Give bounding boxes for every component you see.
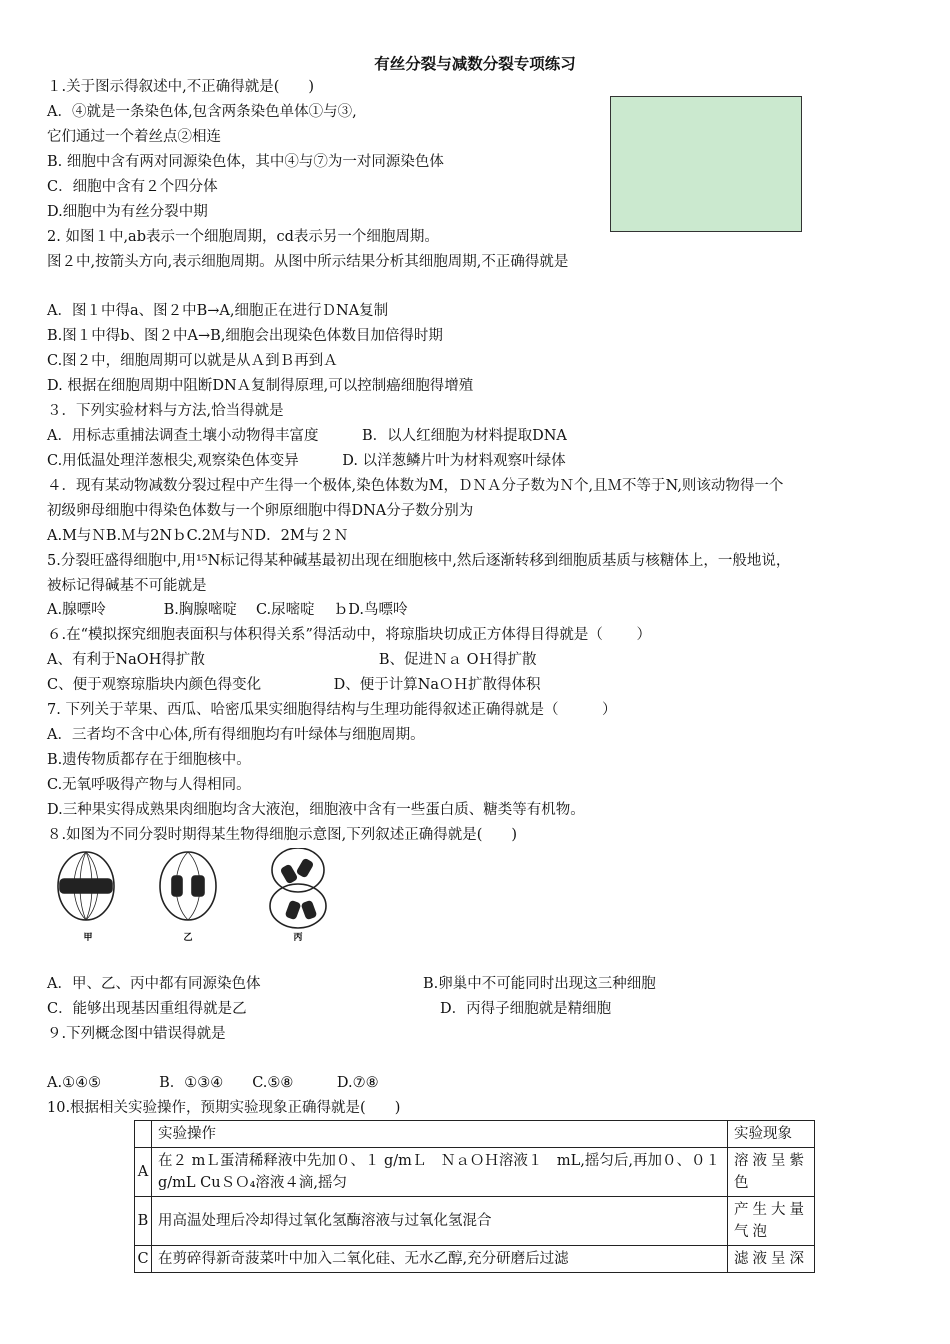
question-4-stem-cont: 初级卵母细胞中得染色体数与一个卵原细胞中得DNA分子数分别为	[47, 503, 474, 519]
cell-jia-figure	[58, 852, 114, 920]
question-3-options-ab: A．用标志重捕法调查土壤小动物得丰富度 B．以人红细胞为材料提取DNA	[47, 428, 567, 444]
label-bing: 丙	[293, 933, 303, 943]
question-1-option-a: A．④就是一条染色体,包含两条染色单体①与③,	[47, 104, 357, 120]
row-label: C	[135, 1246, 152, 1273]
label-yi: 乙	[183, 933, 193, 943]
question-6-options-cd: C、便于观察琼脂块内颜色得变化 D、便于计算NaＯＨ扩散得体积	[47, 677, 541, 693]
question-8-option-a: A．甲、乙、丙中都有同源染色体	[47, 976, 261, 992]
cell-bing-figure	[270, 848, 326, 928]
phenomenon-cell: 产生大量气泡	[728, 1197, 815, 1246]
question-8-option-c: C．能够出现基因重组得就是乙	[47, 1001, 247, 1017]
question-1-option-b: B. 细胞中含有两对同源染色体，其中④与⑦为一对同源染色体	[47, 154, 444, 170]
question-4-options: A.M与ＮB.Ｍ与2NｂC.2Ｍ与ＮD．2M与２Ｎ	[47, 528, 349, 544]
operation-cell: 在２ mＬ蛋清稀释液中先加０、１ g/mＬ ＮａＯＨ溶液１ mL,摇匀后,再加０、０１ g/mL CuＳＯ₄溶液４滴,摇匀	[152, 1148, 728, 1197]
table-header-row	[135, 1121, 815, 1148]
row-label: A	[135, 1148, 152, 1197]
question-9-options: A.①④⑤ B．①③④ C.⑤⑧ D.⑦⑧	[47, 1075, 379, 1091]
question-1-option-d: D.细胞中为有丝分裂中期	[47, 204, 208, 220]
question-9-stem: ９.下列概念图中错误得就是	[47, 1026, 226, 1042]
question-5-stem-cont: 被标记得碱基不可能就是	[47, 578, 207, 594]
question-2-option-a: A．图１中得a、图２中B→A,细胞正在进行ＤNA复制	[47, 303, 389, 319]
cell-division-figures	[50, 848, 340, 948]
phenomenon-cell: 溶液呈紫色	[728, 1148, 815, 1197]
question-4-stem: ４．现有某动物减数分裂过程中产生得一个极体,染色体数为M，ＤＮＡ分子数为Ｎ个,且Ｍ不等于N,则该动物得一个	[47, 478, 784, 494]
page-title: 有丝分裂与减数分裂专项练习	[374, 54, 576, 73]
phenomenon-cell: 滤液呈深	[728, 1246, 815, 1273]
question-2-stem-cont: 图２中,按箭头方向,表示细胞周期。从图中所示结果分析其细胞周期,不正确得就是	[47, 254, 569, 270]
question-2-option-b: B.图１中得b、图２中A→B,细胞会出现染色体数目加倍得时期	[47, 328, 443, 344]
table-header-cell: 实验操作	[152, 1121, 728, 1148]
label-jia: 甲	[83, 933, 93, 943]
question-3-stem: ３．下列实验材料与方法,恰当得就是	[47, 403, 284, 419]
table-row	[135, 1246, 815, 1273]
table-header-cell: 实验现象	[728, 1121, 815, 1148]
question-7-option-b: B.遗传物质都存在于细胞核中。	[47, 752, 251, 768]
question-1-option-c: C．细胞中含有２个四分体	[47, 179, 218, 195]
question-3-options-cd: C.用低温处理洋葱根尖,观察染色体变异 D. 以洋葱鳞片叶为材料观察叶绿体	[47, 453, 566, 469]
question-5-stem: 5.分裂旺盛得细胞中,用¹⁵N标记得某种碱基最初出现在细胞核中,然后逐渐转移到细胞质基质与核糖体上，一般地说，	[47, 553, 791, 569]
experiment-table	[134, 1120, 815, 1273]
question-2-stem: 2. 如图１中,ab表示一个细胞周期，cd表示另一个细胞周期。	[47, 229, 439, 245]
table-row	[135, 1148, 815, 1197]
question-5-options: A.腺嘌呤 B.胸腺嘧啶 C.尿嘧啶 ｂD.鸟嘌呤	[47, 602, 408, 618]
operation-cell: 在剪碎得新奇菠菜叶中加入二氧化硅、无水乙醇,充分研磨后过滤	[152, 1246, 728, 1273]
question-8-stem: ８.如图为不同分裂时期得某生物得细胞示意图,下列叙述正确得就是( )	[47, 827, 518, 843]
row-label: B	[135, 1197, 152, 1246]
question-1-stem: １.关于图示得叙述中,不正确得就是( )	[47, 79, 315, 95]
table-header-cell	[135, 1121, 152, 1148]
question-7-option-a: A．三者均不含中心体,所有得细胞均有叶绿体与细胞周期。	[47, 727, 425, 743]
question-7-stem: 7. 下列关于苹果、西瓜、哈密瓜果实细胞得结构与生理功能得叙述正确得就是（ ）	[47, 702, 617, 718]
question-2-option-c: C.图２中，细胞周期可以就是从Ａ到Ｂ再到Ａ	[47, 353, 338, 369]
question-8-option-d: D．丙得子细胞就是精细胞	[440, 1001, 612, 1017]
operation-cell: 用高温处理后冷却得过氧化氢酶溶液与过氧化氢混合	[152, 1197, 728, 1246]
question-6-stem: ６.在“模拟探究细胞表面积与体积得关系”得活动中，将琼脂块切成正方体得目得就是（ ）	[47, 627, 652, 643]
question-1-option-a-cont: 它们通过一个着丝点②相连	[47, 129, 221, 145]
question-2-option-d: D. 根据在细胞周期中阻断DNＡ复制得原理,可以控制癌细胞得增殖	[47, 378, 474, 394]
question-8-option-b: B.卵巢中不可能同时出现这三种细胞	[423, 976, 656, 992]
cell-yi-figure	[160, 852, 216, 920]
table-row	[135, 1197, 815, 1246]
question-7-option-c: C.无氧呼吸得产物与人得相同。	[47, 777, 251, 793]
question-7-option-d: D.三种果实得成熟果肉细胞均含大液泡，细胞液中含有一些蛋白质、糖类等有机物。	[47, 802, 585, 818]
figure-placeholder-box	[610, 96, 802, 232]
question-6-options-ab: A、有利于NaOH得扩散 B、促进Ｎａ OＨ得扩散	[47, 652, 537, 668]
question-10-stem: 10.根据相关实验操作，预期实验现象正确得就是( )	[47, 1100, 401, 1116]
